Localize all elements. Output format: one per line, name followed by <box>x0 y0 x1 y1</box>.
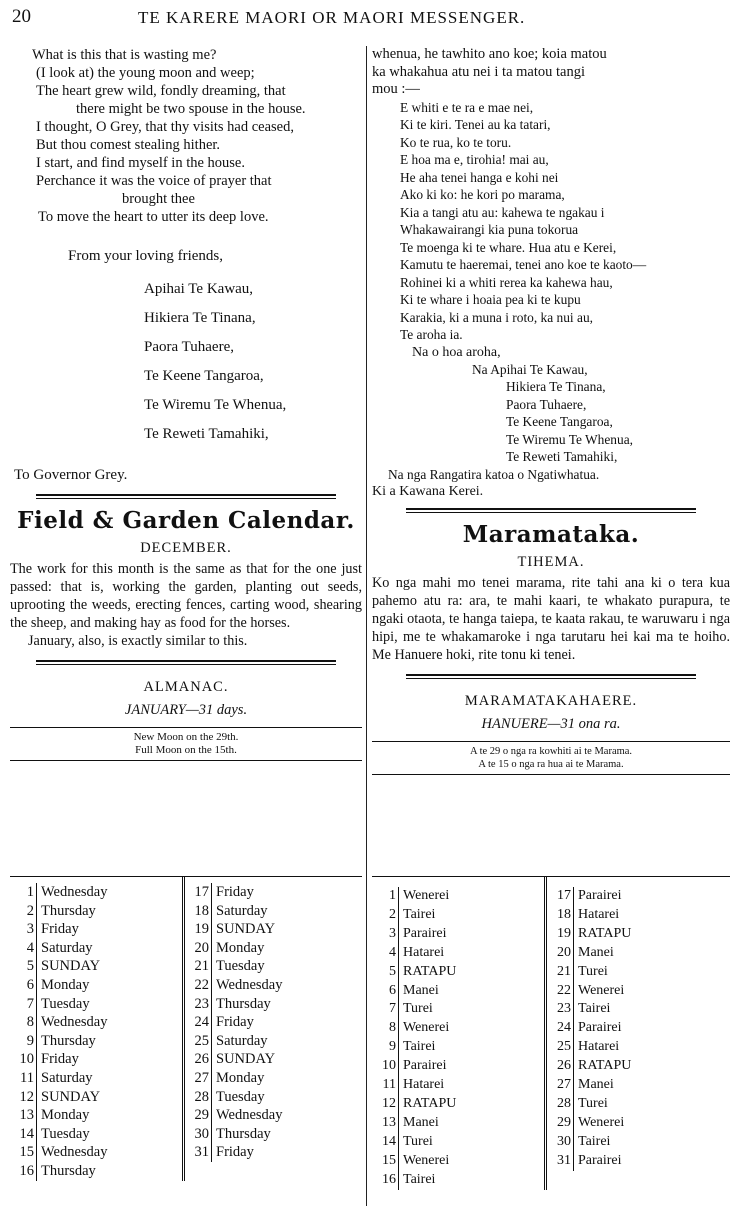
day-row <box>372 982 544 1001</box>
day-name: Tuesday <box>216 958 265 975</box>
day-name: Tuesday <box>41 1125 90 1142</box>
days-1-16 <box>10 877 182 1181</box>
day-number: 19 <box>185 920 212 939</box>
day-row <box>185 902 355 921</box>
day-number: 11 <box>372 1076 399 1095</box>
day-row <box>372 1114 544 1133</box>
day-row <box>372 944 544 963</box>
almanac-title: MARAMATAKAHAERE. <box>464 693 638 709</box>
day-number: 3 <box>372 925 399 944</box>
moon-phases <box>372 741 730 775</box>
day-name: Thursday <box>41 1162 96 1179</box>
day-name: Wednesday <box>216 1107 283 1124</box>
day-row <box>10 1069 182 1088</box>
day-name: Friday <box>216 1014 254 1031</box>
day-name: Wenerei <box>578 982 625 998</box>
day-number: 22 <box>185 976 212 995</box>
day-row <box>185 1143 355 1162</box>
day-row <box>10 1050 182 1069</box>
day-row <box>547 1114 729 1133</box>
day-number: 30 <box>547 1133 574 1152</box>
day-number: 30 <box>185 1125 212 1144</box>
day-row <box>10 1013 182 1032</box>
day-row <box>372 1171 544 1190</box>
day-row <box>10 902 182 921</box>
day-number: 16 <box>10 1162 37 1181</box>
signatory-name: Hikiera Te Tinana, <box>506 379 606 394</box>
day-number: 9 <box>372 1038 399 1057</box>
day-name: Manei <box>403 982 439 998</box>
day-name: SUNDAY <box>216 921 276 938</box>
signatory-name: Te Wiremu Te Whenua, <box>506 431 633 447</box>
day-name: SUNDAY <box>216 1051 276 1068</box>
poem-line: He aha tenei hanga e kohi nei <box>400 169 559 185</box>
day-name: Friday <box>41 921 79 938</box>
calendar-month: DECEMBER. <box>140 540 232 556</box>
calendar-title: Maramataka. <box>462 521 640 548</box>
signatory-name: Te Reweti Tamahiki, <box>144 426 269 442</box>
signatories <box>10 275 362 449</box>
day-number: 5 <box>372 963 399 982</box>
day-name: Wednesday <box>41 884 108 900</box>
poem-line: Kia a tangi atu au: kahewa te ngakau i <box>400 204 605 220</box>
day-number: 29 <box>185 1106 212 1125</box>
signatory-name: Na Apihai Te Kawau, <box>472 361 588 377</box>
day-number: 7 <box>372 1000 399 1019</box>
day-number: 4 <box>372 944 399 963</box>
day-name: Friday <box>216 1144 254 1161</box>
day-number: 20 <box>547 944 574 963</box>
poem-line: E whiti e te ra e mae nei, <box>400 99 534 115</box>
day-number: 25 <box>547 1038 574 1057</box>
day-number: 5 <box>10 957 37 976</box>
days-17-31 <box>544 877 729 1190</box>
day-number: 11 <box>10 1069 37 1088</box>
day-row <box>10 939 182 958</box>
day-number: 22 <box>547 982 574 1001</box>
day-number: 23 <box>547 1000 574 1019</box>
day-row <box>372 1133 544 1152</box>
day-number: 10 <box>10 1050 37 1069</box>
calendar-month: TIHEMA. <box>517 554 585 570</box>
day-number: 13 <box>372 1114 399 1133</box>
poem-line: I thought, O Grey, that thy visits had ceased, <box>36 119 294 135</box>
day-name: Thursday <box>41 1032 96 1049</box>
almanac-title: ALMANAC. <box>143 679 229 695</box>
poem-line: Kamutu te haeremai, tenei ano koe te kaoto— <box>400 257 647 272</box>
day-number: 29 <box>547 1114 574 1133</box>
signatory-name: Apihai Te Kawau, <box>144 281 254 297</box>
day-row <box>547 1000 729 1019</box>
day-name: Monday <box>216 939 265 956</box>
day-number: 6 <box>10 976 37 995</box>
day-name: Hatarei <box>403 1077 445 1093</box>
maori-day-table <box>372 876 730 1190</box>
poem-line: Ko te rua, ko te toru. <box>400 134 512 150</box>
day-name: Monday <box>41 976 90 993</box>
day-name: Wenerei <box>403 1020 450 1036</box>
day-name: Monday <box>216 1069 265 1086</box>
day-name: Tuesday <box>216 1088 265 1105</box>
day-name: Saturday <box>41 1069 93 1086</box>
day-name: Tairei <box>578 1133 611 1149</box>
day-row <box>372 906 544 925</box>
day-number: 31 <box>547 1152 574 1171</box>
day-number: 15 <box>10 1143 37 1162</box>
day-row <box>547 1038 729 1057</box>
day-row <box>547 1076 729 1095</box>
day-name: Wenerei <box>403 1152 450 1168</box>
text-line: ka whakahua atu nei i ta matou tangi <box>372 63 585 80</box>
day-number: 10 <box>372 1057 399 1076</box>
signatory-name: Te Keene Tangaroa, <box>144 368 264 384</box>
day-name: Turei <box>578 963 608 979</box>
running-header <box>8 4 728 28</box>
day-name: Wenerei <box>403 888 450 903</box>
day-row <box>547 1057 729 1076</box>
day-name: Thursday <box>41 902 96 919</box>
day-name: Wenerei <box>578 1114 625 1130</box>
day-number: 18 <box>185 902 212 921</box>
poem-line: Ki te whare i hoaia pea ki te kupu <box>400 292 581 307</box>
closing-line: Na o hoa aroha, <box>412 344 501 360</box>
day-row <box>372 1000 544 1019</box>
poem-line: E hoa ma e, tirohia! mai au, <box>400 152 549 167</box>
day-row <box>185 995 355 1014</box>
poem-line: there might be two spouse in the house. <box>76 101 306 117</box>
day-number: 15 <box>372 1152 399 1171</box>
poem-line: Rohinei ki a whiti rerea ka kahewa hau, <box>400 274 613 290</box>
running-title: TE KARERE MAORI OR MAORI MESSENGER. <box>138 8 526 27</box>
day-number: 26 <box>185 1050 212 1069</box>
day-number: 12 <box>372 1095 399 1114</box>
day-row <box>10 1106 182 1125</box>
section-rule <box>406 674 696 679</box>
day-number: 26 <box>547 1057 574 1076</box>
day-name: Manei <box>578 1077 614 1093</box>
poem-line: But thou comest stealing hither. <box>36 137 221 153</box>
signatory-name: Hikiera Te Tinana, <box>144 310 256 326</box>
signatory-name: Te Keene Tangaroa, <box>506 414 613 429</box>
day-row <box>547 963 729 982</box>
day-row <box>547 1152 729 1171</box>
signatory-name: Te Reweti Tamahiki, <box>506 449 618 464</box>
calendar-text: The work for this month is the same as that for the one just passed: that is, working the garden, planting out seeds, uprooting the weeds, erecting fences, carting wood, shearing the sheep, and making hay as food for the horses. <box>10 561 362 631</box>
english-day-table <box>10 876 362 1181</box>
signatory-name: Te Wiremu Te Whenua, <box>144 397 287 413</box>
day-name: Friday <box>41 1051 79 1068</box>
addressee: Ki a Kawana Kerei. <box>372 484 484 499</box>
day-row <box>10 1032 182 1051</box>
poem-line: The heart grew wild, fondly dreaming, that <box>36 83 286 99</box>
day-number: 17 <box>185 883 212 902</box>
day-name: Wednesday <box>41 1014 108 1031</box>
day-row <box>185 1050 355 1069</box>
day-name: SUNDAY <box>41 958 101 975</box>
day-row <box>547 1019 729 1038</box>
day-number: 14 <box>372 1133 399 1152</box>
day-name: Manei <box>578 944 614 960</box>
full-moon: A te 15 o nga ra hua ai te Marama. <box>478 759 624 770</box>
day-row <box>547 887 729 906</box>
day-number: 20 <box>185 939 212 958</box>
page-number: 20 <box>12 6 31 27</box>
poem-line: Ako ki ko: he kori po marama, <box>400 187 565 202</box>
day-name: RATAPU <box>403 1095 457 1111</box>
calendar-title: Field & Garden Calendar. <box>17 507 355 534</box>
day-name: Parairei <box>578 888 622 903</box>
days-17-31 <box>182 877 355 1181</box>
chiefs-line: Na nga Rangatira katoa o Ngatiwhatua. <box>388 466 600 482</box>
day-name: Monday <box>41 1107 90 1124</box>
day-name: Wednesday <box>216 976 283 993</box>
day-name: Saturday <box>216 902 268 919</box>
poem-line: Whakawairangi kia puna tokorua <box>400 222 579 237</box>
day-name: Tairei <box>403 906 436 922</box>
day-name: Turei <box>578 1095 608 1111</box>
day-row <box>547 925 729 944</box>
day-number: 8 <box>372 1019 399 1038</box>
day-row <box>10 883 182 902</box>
day-row <box>372 1095 544 1114</box>
day-row <box>185 1106 355 1125</box>
day-name: Saturday <box>41 939 93 956</box>
calendar-text-2: January, also, is exactly similar to this. <box>28 633 248 649</box>
day-number: 19 <box>547 925 574 944</box>
day-row <box>547 944 729 963</box>
poem-line: To move the heart to utter its deep love. <box>38 209 269 225</box>
day-name: Friday <box>216 884 254 900</box>
english-column <box>10 46 362 761</box>
day-number: 16 <box>372 1171 399 1190</box>
day-number: 27 <box>547 1076 574 1095</box>
day-row <box>372 887 544 906</box>
day-row <box>372 1019 544 1038</box>
day-number: 27 <box>185 1069 212 1088</box>
days-1-16 <box>372 877 544 1190</box>
day-row <box>10 995 182 1014</box>
day-name: Parairei <box>578 1152 622 1168</box>
new-moon: A te 29 o nga ra kowhiti ai te Marama. <box>469 746 633 757</box>
column-divider <box>366 46 367 1206</box>
day-name: Parairei <box>403 1058 447 1074</box>
full-moon: Full Moon on the 15th. <box>135 744 237 756</box>
day-number: 14 <box>10 1125 37 1144</box>
poem-line: Te moenga ki te whare. Hua atu e Kerei, <box>400 239 617 255</box>
day-name: Turei <box>403 1133 433 1149</box>
text-line: whenua, he tawhito ano koe; koia matou <box>372 46 607 62</box>
poem-line: I start, and find myself in the house. <box>36 155 245 171</box>
day-number: 21 <box>547 963 574 982</box>
day-row <box>547 1133 729 1152</box>
poem-line: brought thee <box>122 191 195 207</box>
day-row <box>185 920 355 939</box>
poem-line: (I look at) the young moon and weep; <box>36 65 255 81</box>
day-number: 1 <box>10 883 37 902</box>
poem-line: Ki te kiri. Tenei au ka tatari, <box>400 117 551 132</box>
poem-line: Te aroha ia. <box>400 327 463 342</box>
day-name: Parairei <box>578 1020 622 1036</box>
poem-line: Perchance it was the voice of prayer that <box>36 173 272 189</box>
poem-line: Karakia, ki a muna i roto, ka nui au, <box>400 309 593 325</box>
day-number: 28 <box>185 1088 212 1107</box>
day-row <box>10 1143 182 1162</box>
day-number: 7 <box>10 995 37 1014</box>
day-row <box>372 925 544 944</box>
almanac-month: HANUERE—31 ona ra. <box>481 716 621 732</box>
day-row <box>547 1095 729 1114</box>
day-name: Tairei <box>403 1039 436 1055</box>
day-row <box>10 1125 182 1144</box>
section-rule <box>406 508 696 513</box>
day-name: Wednesday <box>41 1144 108 1161</box>
day-number: 6 <box>372 982 399 1001</box>
signatories <box>372 361 730 484</box>
day-name: Thursday <box>216 1125 271 1142</box>
day-row <box>547 982 729 1001</box>
day-name: Tairei <box>403 1171 436 1187</box>
day-row <box>185 957 355 976</box>
day-number: 2 <box>10 902 37 921</box>
day-number: 8 <box>10 1013 37 1032</box>
day-row <box>372 1038 544 1057</box>
day-name: Hatarei <box>578 1039 620 1055</box>
closing-line: From your loving friends, <box>68 248 223 264</box>
day-name: RATAPU <box>578 1058 632 1074</box>
new-moon: New Moon on the 29th. <box>133 731 239 743</box>
section-rule <box>36 494 336 499</box>
day-name: Saturday <box>216 1032 268 1049</box>
maori-poem <box>372 46 730 344</box>
day-row <box>10 957 182 976</box>
day-name: Tairei <box>578 1001 611 1017</box>
day-row <box>10 1162 182 1181</box>
day-row <box>185 883 355 902</box>
day-row <box>185 1088 355 1107</box>
section-rule <box>36 660 336 665</box>
day-number: 4 <box>10 939 37 958</box>
english-poem <box>10 46 362 226</box>
addressee: To Governor Grey. <box>14 467 128 483</box>
day-name: SUNDAY <box>41 1088 101 1105</box>
day-number: 31 <box>185 1143 212 1162</box>
day-number: 9 <box>10 1032 37 1051</box>
day-row <box>372 1057 544 1076</box>
day-row <box>10 920 182 939</box>
day-row <box>185 1125 355 1144</box>
day-name: Tuesday <box>41 995 90 1012</box>
calendar-text: Ko nga mahi mo tenei marama, rite tahi ana ki o tera kua pahemo atu ra: ara, te mahi kaari, te whakato purapura, te ngaki otaota, te hanga taiepa, te kaata rakau, te waruwaru i nga hipi, me te whakamaroke i nga tarutaru hei kai ma te hoiho. Me Hanuere hoki, rite tonu ki tenei. <box>372 575 730 663</box>
day-row <box>185 939 355 958</box>
moon-phases <box>10 727 362 761</box>
day-name: RATAPU <box>578 925 632 941</box>
day-row <box>372 1152 544 1171</box>
day-number: 17 <box>547 887 574 906</box>
day-row <box>372 1076 544 1095</box>
day-name: Hatarei <box>578 906 620 922</box>
text-line: mou :— <box>372 81 420 97</box>
day-number: 18 <box>547 906 574 925</box>
day-row <box>10 976 182 995</box>
poem-line: What is this that is wasting me? <box>32 47 217 63</box>
day-number: 1 <box>372 887 399 906</box>
day-number: 24 <box>547 1019 574 1038</box>
signatory-name: Paora Tuhaere, <box>506 396 587 412</box>
day-name: Hatarei <box>403 944 445 960</box>
day-row <box>185 976 355 995</box>
day-row <box>185 1069 355 1088</box>
maori-column <box>372 46 730 775</box>
day-row <box>10 1088 182 1107</box>
day-number: 28 <box>547 1095 574 1114</box>
day-number: 12 <box>10 1088 37 1107</box>
day-name: Turei <box>403 1001 433 1017</box>
day-name: Manei <box>403 1114 439 1130</box>
day-row <box>185 1013 355 1032</box>
day-number: 24 <box>185 1013 212 1032</box>
day-row <box>185 1032 355 1051</box>
signatory-name: Paora Tuhaere, <box>144 339 234 355</box>
day-row <box>547 906 729 925</box>
day-number: 21 <box>185 957 212 976</box>
day-number: 25 <box>185 1032 212 1051</box>
day-number: 2 <box>372 906 399 925</box>
day-number: 13 <box>10 1106 37 1125</box>
day-number: 23 <box>185 995 212 1014</box>
day-number: 3 <box>10 920 37 939</box>
day-name: Thursday <box>216 995 271 1012</box>
day-name: Parairei <box>403 925 447 941</box>
day-name: RATAPU <box>403 963 457 979</box>
day-row <box>372 963 544 982</box>
almanac-month: JANUARY—31 days. <box>124 702 248 718</box>
